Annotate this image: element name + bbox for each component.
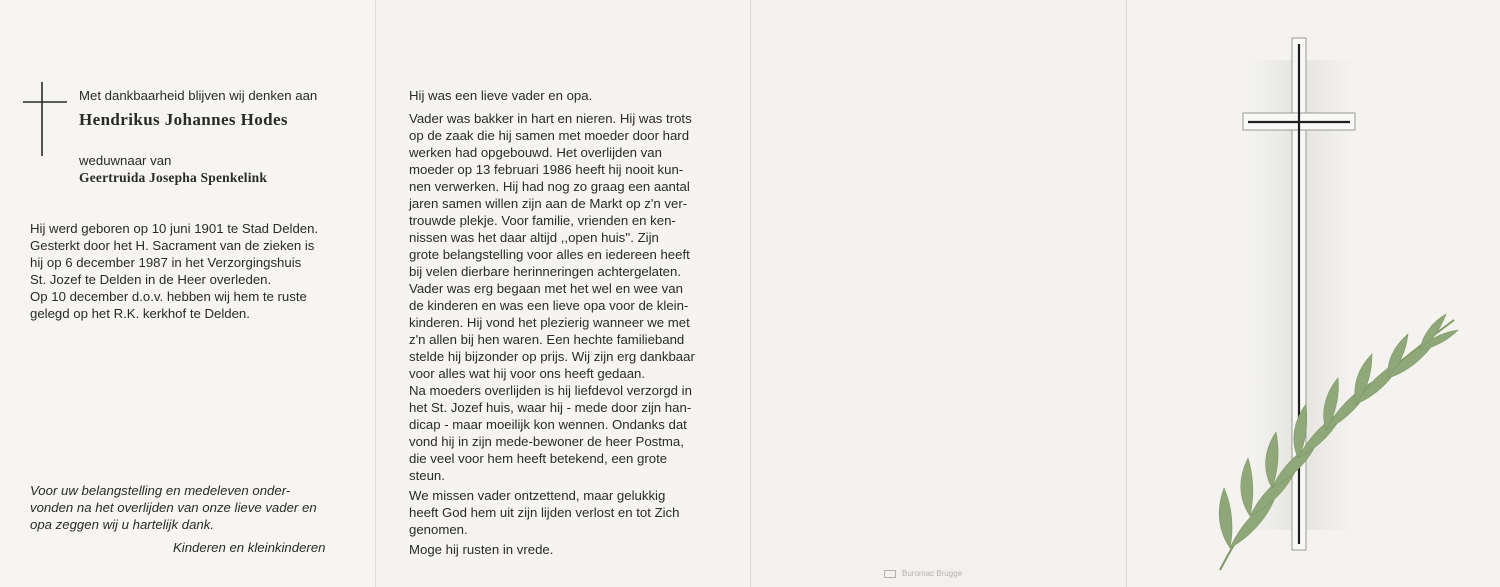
memorial-line: op de zaak die hij samen met moeder door hard (409, 128, 690, 143)
intro-text: Met dankbaarheid blijven wij denken aan (79, 88, 318, 103)
memorial-line: bij velen dierbare herinneringen achtergelaten. (409, 264, 681, 279)
memorial-line: heeft God hem uit zijn lijden verlost en tot Zich (409, 505, 680, 520)
bio-line: hij op 6 december 1987 in het Verzorgingshuis (30, 255, 302, 270)
deceased-name: Hendrikus Johannes Hodes (79, 110, 288, 129)
bio-line: St. Jozef te Delden in de Heer overleden. (30, 272, 272, 287)
memorial-line: genomen. (409, 522, 468, 537)
memorial-line: Moge hij rusten in vrede. (409, 542, 554, 557)
bio-line: Op 10 december d.o.v. hebben wij hem te ruste (30, 289, 307, 304)
memorial-line: werken had opgebouwd. Het overlijden van (409, 145, 662, 160)
memorial-line: de kinderen en was een lieve opa voor de klein- (409, 298, 689, 313)
cross-icon (21, 80, 69, 158)
fold-line (375, 0, 376, 587)
memorial-line: moeder op 13 februari 1986 heeft hij nooit kun- (409, 162, 684, 177)
memorial-line: jaren samen willen zijn aan de Markt op z'n ver- (409, 196, 688, 211)
memorial-line: dicap - maar moeilijk kon wennen. Ondanks dat (409, 417, 687, 432)
memorial-line: Vader was erg begaan met het wel en wee van (409, 281, 683, 296)
signature: Kinderen en kleinkinderen (173, 540, 326, 555)
memorial-line: grote belangstelling voor alles en iedereen heeft (409, 247, 690, 262)
memorial-line: steun. (409, 468, 445, 483)
memorial-line: z'n allen bij hen waren. Een hechte familieband (409, 332, 685, 347)
memorial-line: vond hij in zijn mede-bewoner de heer Postma, (409, 434, 684, 449)
bio-line: Gesterkt door het H. Sacrament van de zieken is (30, 238, 315, 253)
printer-logo-icon (884, 570, 896, 578)
memorial-line: nissen was het daar altijd ,,open huis''. Zijn (409, 230, 659, 245)
memorial-line: Vader was bakker in hart en nieren. Hij was trots (409, 111, 692, 126)
thanks-line: Voor uw belangstelling en medeleven onder- (30, 483, 291, 498)
thanks-line: opa zeggen wij u hartelijk dank. (30, 517, 215, 532)
memorial-line: het St. Jozef huis, waar hij - mede door zijn han- (409, 400, 692, 415)
memorial-line: voor alles wat hij voor ons heeft gedaan. (409, 366, 646, 381)
spouse-name: Geertruida Josepha Spenkelink (79, 170, 268, 185)
memorial-line: Hij was een lieve vader en opa. (409, 88, 593, 103)
fold-line (750, 0, 751, 587)
memorial-line: nen verwerken. Hij had nog zo graag een aantal (409, 179, 690, 194)
memorial-line: die veel voor hem heeft betekend, een grote (409, 451, 668, 466)
memorial-line: trouwde plekje. Voor familie, vrienden en ken- (409, 213, 676, 228)
memorial-line: We missen vader ontzettend, maar gelukkig (409, 488, 666, 503)
front-cover-art (1126, 0, 1500, 587)
bio-line: gelegd op het R.K. kerkhof te Delden. (30, 306, 250, 321)
memorial-line: stelde hij bijzonder op prijs. Wij zijn erg dankbaar (409, 349, 695, 364)
widower-label: weduwnaar van (79, 153, 172, 168)
memorial-line: kinderen. Hij vond het plezierig wanneer we met (409, 315, 690, 330)
memorial-line: Na moeders overlijden is hij liefdevol verzorgd in (409, 383, 692, 398)
card-panel-back (750, 0, 1126, 587)
printer-mark (884, 569, 962, 578)
thanks-line: vonden na het overlijden van onze lieve vader en (30, 500, 317, 515)
printer-name: Buromac Brugge (902, 569, 963, 578)
bio-line: Hij werd geboren op 10 juni 1901 te Stad Delden. (30, 221, 319, 236)
